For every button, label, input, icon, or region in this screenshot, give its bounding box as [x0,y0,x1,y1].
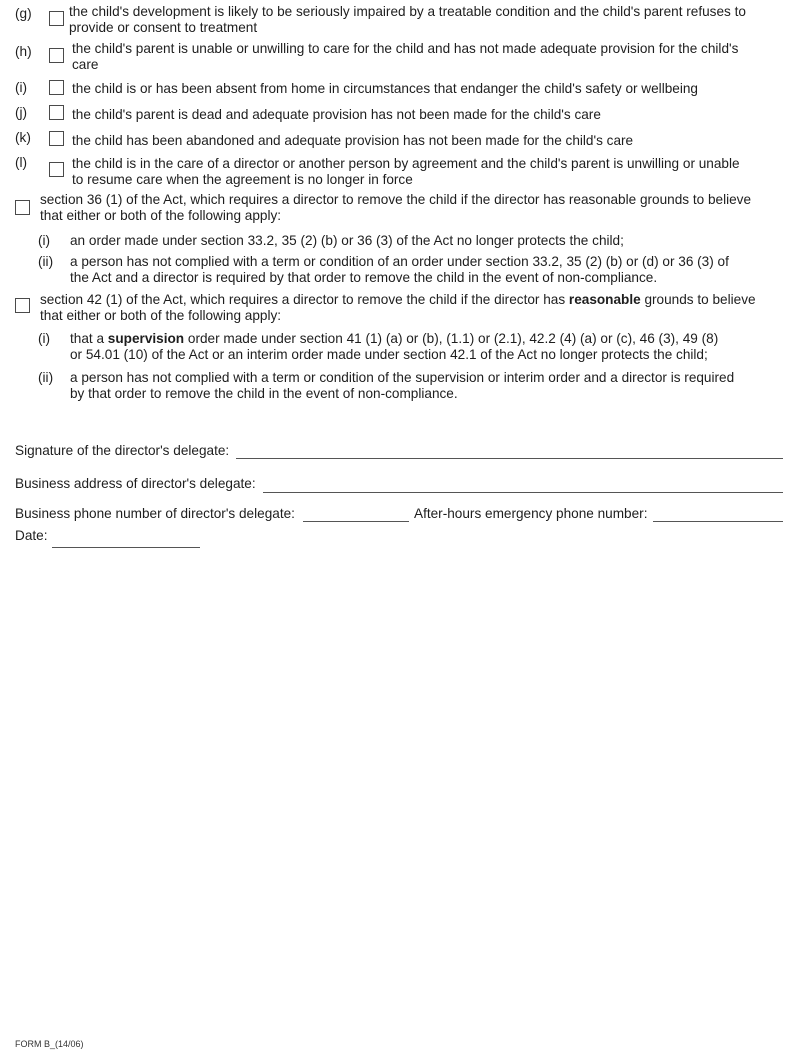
subitem-text-line: by that order to remove the child in the event of non-compliance. [70,386,458,401]
item-text-line: the child's parent is dead and adequate provision has not been made for the child's care [72,107,601,122]
after-hours-phone-field[interactable] [653,521,783,522]
item-text-line: to resume care when the agreement is no longer in force [72,172,413,187]
item-label: (l) [15,155,28,170]
form-id: FORM B_(14/06) [15,1039,84,1049]
signature-label: Signature of the director's delegate: [15,443,230,458]
item-text-line: the child is in the care of a director or another person by agreement and the child's parent is unwilling or unable [72,156,740,171]
date-label: Date: [15,528,48,543]
checkbox-item-j[interactable] [49,105,64,120]
checkbox-item-i[interactable] [49,80,64,95]
subitem-label: (i) [38,233,51,248]
subitem-text-line [70,331,718,347]
item-text-line: the child has been abandoned and adequate provision has not been made for the child's care [72,133,634,148]
checkbox-item-g[interactable] [49,11,64,26]
subitem-text-line: a person has not complied with a term or condition of an order under section 33.2, 35 (2) (b) or (d) or 36 (3) of [70,254,729,269]
item-text-line: the child is or has been absent from home in circumstances that endanger the child's safety or wellbeing [72,81,698,96]
subitem-text-line: an order made under section 33.2, 35 (2) (b) or 36 (3) of the Act no longer protects the child; [70,233,624,248]
text-fragment: that a [70,331,108,346]
subitem-text-line: the Act and a director is required by that order to remove the child in the event of non-compliance. [70,270,658,285]
item-text-line: care [72,57,99,72]
section-text-line: section 36 (1) of the Act, which requires a director to remove the child if the director has reasonable grounds to believe [40,192,752,207]
section-text-line: that either or both of the following apply: [40,208,282,223]
item-label: (h) [15,44,32,59]
after-hours-phone-label: After-hours emergency phone number: [414,506,648,521]
subitem-text-line: a person has not complied with a term or condition of the supervision or interim order and a director is required [70,370,735,385]
subitem-label: (i) [38,331,51,346]
item-text-line: provide or consent to treatment [69,20,258,35]
checkbox-item-l[interactable] [49,162,64,177]
item-label: (i) [15,80,28,95]
text-fragment: section 42 (1) of the Act, which requires a director to remove the child if the director has [40,292,569,307]
checkbox-section-36[interactable] [15,200,30,215]
bold-text: reasonable [568,292,641,307]
subitem-label: (ii) [38,370,54,385]
checkbox-section-42[interactable] [15,298,30,313]
business-address-field[interactable] [263,492,783,493]
item-label: (g) [15,6,32,21]
checkbox-item-k[interactable] [49,131,64,146]
business-address-label: Business address of director's delegate: [15,476,256,491]
checkbox-item-h[interactable] [49,48,64,63]
section-text-line [40,292,756,308]
subitem-label: (ii) [38,254,54,269]
item-text-line: the child's development is likely to be seriously impaired by a treatable condition and the child's parent refuses to [69,4,746,19]
business-phone-label: Business phone number of director's delegate: [15,506,295,521]
signature-field[interactable] [236,458,783,459]
text-fragment: grounds to believe [640,292,756,307]
item-text-line: the child's parent is unable or unwilling to care for the child and has not made adequate provision for the child's [72,41,739,56]
business-phone-field[interactable] [303,521,409,522]
text-fragment: order made under section 41 (1) (a) or (b), (1.1) or (2.1), 42.2 (4) (a) or (c), 46 (3), 49 (8) [184,331,719,346]
item-label: (k) [15,130,31,145]
bold-text: supervision [107,331,185,346]
item-label: (j) [15,105,28,120]
subitem-text-line: or 54.01 (10) of the Act or an interim order made under section 42.1 of the Act no longer protects the child; [70,347,708,362]
section-text-line: that either or both of the following apply: [40,308,282,323]
date-field[interactable] [52,547,200,548]
